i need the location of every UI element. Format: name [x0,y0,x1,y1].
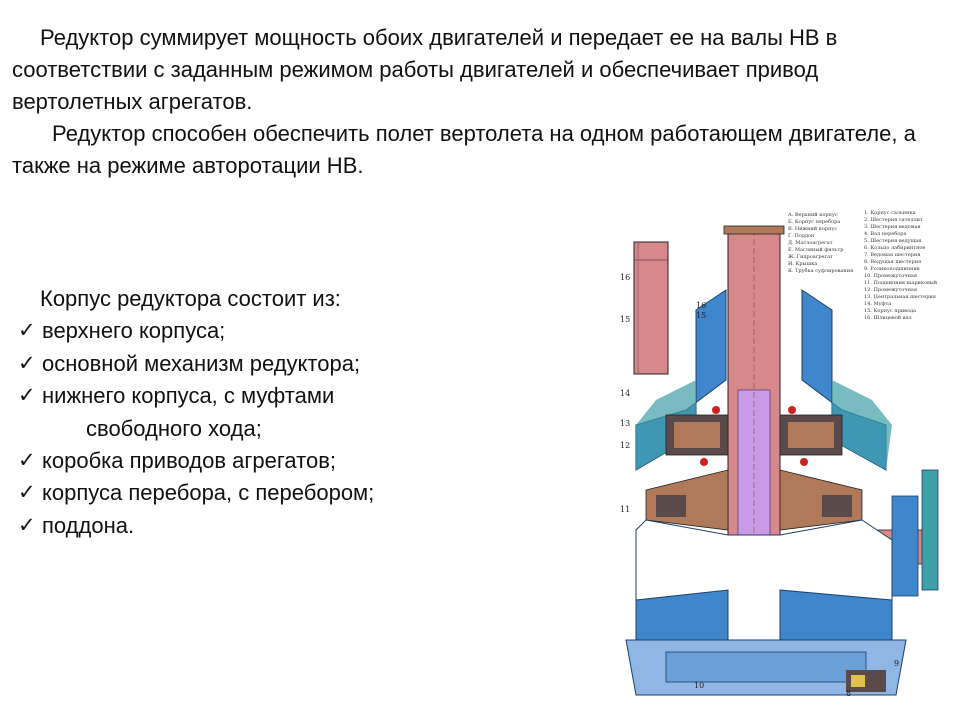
legend-entry: Ж. Гидроагрегат [788,254,833,260]
legend-entry: 16. Шлицевой вал [864,315,912,321]
gearbox-cutaway-diagram [596,200,946,712]
legend-entry: 2. Шестерня сателлит [864,217,923,223]
legend-entry: 12. Промежуточная [864,287,918,293]
list-item-text: поддона. [42,512,135,538]
diagram-legend-right [864,210,938,321]
composition-title: Корпус редуктора состоит из: [40,286,341,311]
legend-entry: 6. Кольцо лабиринтное [864,245,926,251]
legend-entry: 10. Промежуточная [864,273,918,279]
intro-paragraph-1: Редуктор суммирует мощность обоих двигателей и передает ее на валы НВ в соответствии с заданным режимом работы двигателей и обеспечивает привод вертолетных агрегатов. [12,25,838,114]
checkmark-icon: ✓ [18,319,36,343]
legend-entry: 15. Корпус привода [864,308,917,314]
legend-entry: А. Верхний корпус [788,212,838,218]
legend-entry: 5. Шестерня ведущая [864,238,922,244]
callout-number: 15 [696,311,707,320]
legend-entry: Г. Поддон [788,233,815,239]
checkmark-icon: ✓ [18,351,36,375]
callout-number: 11 [620,505,631,514]
legend-entry: 7. Ведомая шестерня [864,252,921,258]
checkmark-icon: ✓ [18,449,36,473]
legend-entry: В. Нижний корпус [788,226,838,232]
gearbox-drawing [596,200,946,712]
list-item-text: верхнего корпуса; [42,318,226,344]
legend-entry: 4. Вал перебора [864,231,907,237]
lower-housing [636,520,892,660]
legend-entry: И. Крышка [788,261,818,267]
list-item [18,477,458,509]
list-item-text: нижнего корпуса, с муфтами [42,383,335,409]
intro-paragraph-2: Редуктор способен обеспечить полет вертолета на одном работающем двигателе, а также на режиме авторотации НВ. [12,121,916,178]
intro-text [12,22,952,182]
checkmark-icon: ✓ [18,384,36,408]
diagram-legend-left [788,212,853,274]
callout-number: 10 [694,681,705,690]
legend-entry: Б. Корпус перебора [788,219,841,225]
legend-entry: 11. Подшипник шариковый [864,280,938,286]
list-item-text: коробка приводов агрегатов; [42,448,337,474]
legend-entry: 14. Муфта [864,301,892,307]
callout-number: 14 [620,389,631,398]
callout-number: 9 [894,659,900,668]
legend-entry: 1. Корпус сальника [864,210,916,216]
legend-entry: 9. Роликоподшипник [864,266,920,272]
legend-entry: Д. Маслоагрегат [788,240,833,246]
callout-number: 16 [696,301,707,310]
list-item [18,445,458,477]
legend-entry: К. Трубка суфлирования [788,268,854,274]
checkmark-icon: ✓ [18,481,36,505]
callout-number: 15 [620,315,631,324]
callout-number: 13 [620,419,631,428]
callout-number: 8 [846,689,852,698]
callout-number: 12 [620,441,631,450]
legend-entry: 8. Ведущая шестерня [864,259,922,265]
legend-entry: 3. Шестерня ведомая [864,224,921,230]
list-item-continuation: свободного хода; [86,415,262,441]
detached-shaft [634,242,668,374]
list-item-text: основной механизм редуктора; [42,350,361,376]
composition-block [18,283,458,542]
callout-number: 16 [620,273,631,282]
legend-entry: Е. Масляный фильтр [788,247,844,253]
list-item [18,348,458,380]
legend-entry: 13. Центральная шестерня [864,294,936,300]
checkmark-icon: ✓ [18,513,36,537]
list-item [18,380,458,445]
list-item-text: корпуса перебора, с перебором; [42,480,375,506]
sump-pan [626,640,906,695]
composition-list [18,315,458,542]
list-item [18,510,458,542]
list-item [18,315,458,347]
